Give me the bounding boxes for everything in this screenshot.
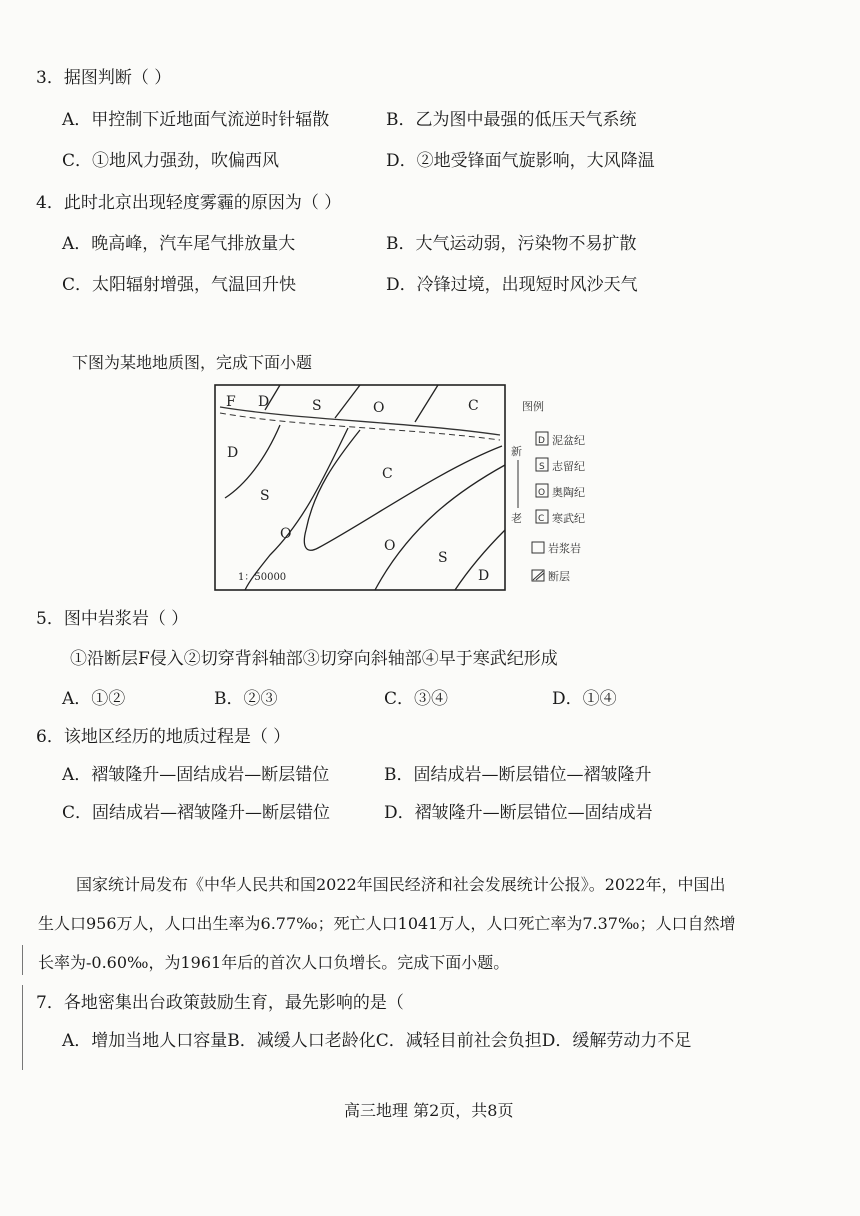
question-7-stem: 7．各地密集出台政策鼓励生育，最先影响的是（ — [36, 993, 404, 1013]
geological-map — [210, 380, 620, 595]
map-label-c-top: C — [468, 398, 479, 414]
legend-code-o: O — [538, 488, 546, 498]
question-6-stem: 6．该地区经历的地质过程是（ ） — [36, 727, 291, 747]
map-label-d-top: D — [258, 394, 270, 410]
map-label-d-bottom: D — [478, 568, 490, 584]
question-6-option-b: B．固结成岩—断层错位—褶皱隆升 — [384, 765, 652, 785]
question-5-option-a: A．①② — [62, 689, 126, 709]
map-label-fault-f: F — [226, 394, 236, 410]
legend-label-silurian: 志留纪 — [552, 460, 585, 473]
question-3-option-c: C．①地风力强劲，吹偏西风 — [62, 151, 280, 171]
map-intro: 下图为某地地质图，完成下面小题 — [72, 353, 313, 372]
map-label-o-top: O — [373, 400, 385, 416]
question-4-option-a: A．晚高峰，汽车尾气排放量大 — [62, 234, 296, 254]
question-5-stem: 5．图中岩浆岩（ ） — [36, 609, 189, 629]
passage-line-1: 国家统计局发布《中华人民共和国2022年国民经济和社会发展统计公报》。2022年，中国出 — [76, 875, 726, 894]
legend-label-ordovician: 奥陶纪 — [552, 486, 585, 499]
question-4-stem: 4．此时北京出现轻度雾霾的原因为（ ） — [36, 193, 342, 213]
map-label-s-top: S — [312, 398, 322, 414]
legend-old: 老 — [511, 512, 522, 525]
map-label-o-left: O — [280, 526, 292, 542]
map-scale: 1：50000 — [238, 572, 287, 583]
legend-label-devonian: 泥盆纪 — [552, 434, 585, 447]
map-label-s-bottom: S — [438, 550, 448, 566]
question-4-option-b: B．大气运动弱，污染物不易扩散 — [386, 234, 637, 254]
edge-mark-upper — [22, 945, 23, 975]
map-frame — [215, 385, 505, 590]
map-label-c-center: C — [382, 466, 393, 482]
legend-rock-swatch — [532, 542, 544, 553]
question-3-stem: 3．据图判断（ ） — [36, 68, 172, 88]
legend-new: 新 — [511, 445, 522, 458]
map-label-o-bottom: O — [384, 538, 396, 554]
question-3-option-b: B．乙为图中最强的低压天气系统 — [386, 110, 637, 130]
question-6-option-a: A．褶皱隆升—固结成岩—断层错位 — [62, 765, 330, 785]
page-footer: 高三地理 第2页，共8页 — [344, 1101, 514, 1120]
question-5-statements: ①沿断层F侵入②切穿背斜轴部③切穿向斜轴部④早于寒武纪形成 — [70, 649, 558, 669]
question-4-option-c: C．太阳辐射增强，气温回升快 — [62, 275, 297, 295]
question-6-option-c: C．固结成岩—褶皱隆升—断层错位 — [62, 803, 331, 823]
passage-line-3: 长率为-0.60‰，为1961年后的首次人口负增长。完成下面小题。 — [38, 953, 510, 972]
legend-label-fault: 断层 — [548, 570, 570, 583]
legend-code-d: D — [538, 436, 545, 446]
legend-label-rock: 岩浆岩 — [548, 542, 581, 555]
legend-code-c: C — [538, 514, 545, 524]
question-5-option-d: D．①④ — [552, 689, 617, 709]
question-3-option-d: D．②地受锋面气旋影响，大风降温 — [386, 151, 655, 171]
map-label-d-left: D — [227, 445, 239, 461]
question-4-option-d: D．冷锋过境，出现短时风沙天气 — [386, 275, 638, 295]
map-label-s-left: S — [260, 488, 270, 504]
question-7-options: A．增加当地人口容量B．减缓人口老龄化C．减轻目前社会负担D．缓解劳动力不足 — [62, 1031, 692, 1051]
question-3-option-a: A．甲控制下近地面气流逆时针辐散 — [62, 110, 330, 130]
legend-title: 图例 — [522, 400, 544, 413]
legend-label-cambrian: 寒武纪 — [552, 512, 585, 525]
question-5-option-b: B．②③ — [214, 689, 278, 709]
question-5-option-c: C．③④ — [384, 689, 449, 709]
legend-code-s: S — [539, 462, 545, 472]
passage-line-2: 生人口956万人，人口出生率为6.77‰；死亡人口1041万人，人口死亡率为7.37‰；人口自然增 — [38, 914, 736, 933]
edge-mark-lower — [22, 985, 23, 1070]
question-6-option-d: D．褶皱隆升—断层错位—固结成岩 — [384, 803, 653, 823]
